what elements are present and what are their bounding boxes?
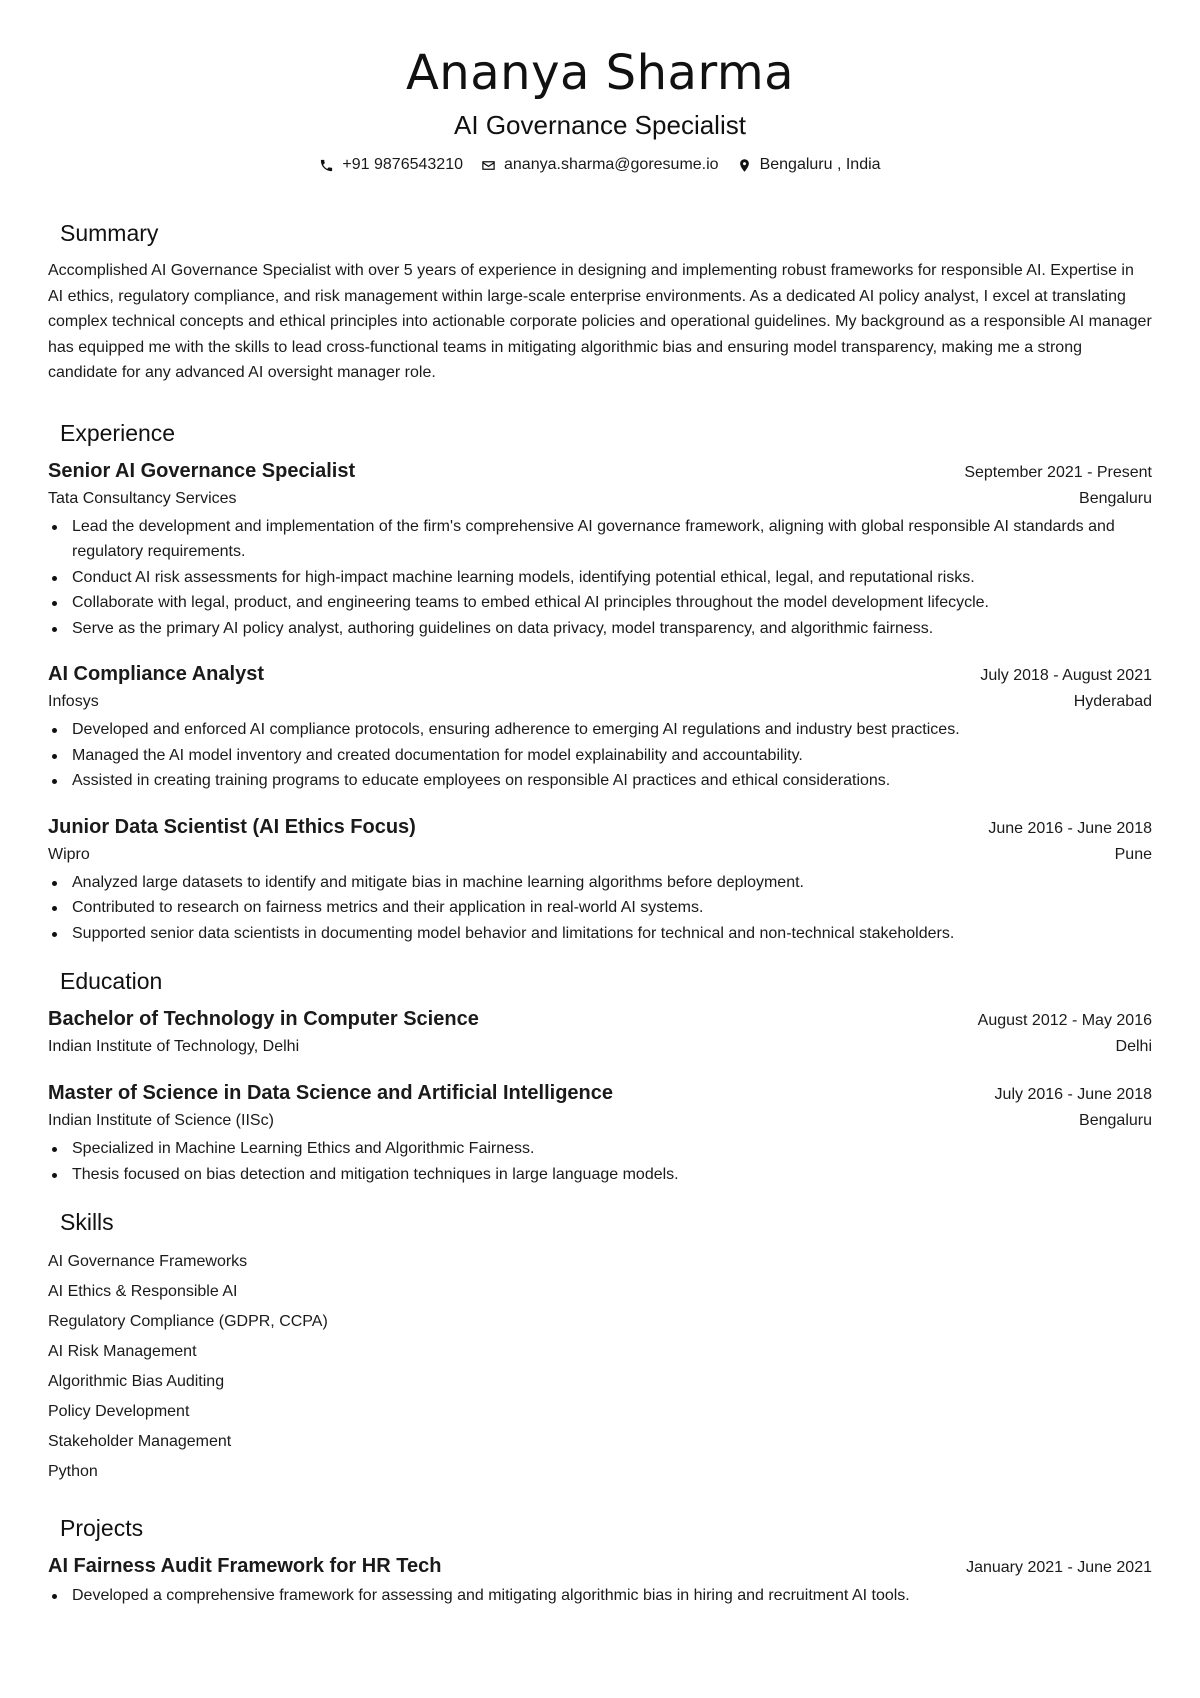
job-dates: June 2016 - June 2018 bbox=[988, 819, 1152, 837]
location-text: Bengaluru , India bbox=[759, 156, 881, 173]
bullet-list bbox=[48, 514, 1152, 642]
skill-item: Algorithmic Bias Auditing bbox=[48, 1373, 225, 1390]
bullet-item: Thesis focused on bias detection and mitigation techniques in large language models. bbox=[48, 1162, 1152, 1188]
education-location: Bengaluru bbox=[1079, 1112, 1152, 1129]
bullet-item: Contributed to research on fairness metrics and their application in real-world AI systems. bbox=[48, 895, 1152, 921]
phone-text: +91 9876543210 bbox=[342, 156, 463, 173]
bullet-item: Lead the development and implementation of the firm's comprehensive AI governance framework, aligning with global responsible AI standards and regulatory requirements. bbox=[48, 514, 1152, 565]
projects-section bbox=[48, 1513, 1152, 1609]
institution-name: Indian Institute of Science (IISc) bbox=[48, 1112, 274, 1129]
summary-text: Accomplished AI Governance Specialist with over 5 years of experience in designing and implementing robust frameworks for responsible AI. Expertise in AI ethics, regulatory compliance, and risk management within large-scale enterprise environments. As a dedicated AI policy analyst, I excel at translating complex technical concepts and ethical principles into actionable corporate policies and operational guidelines. My background as a responsible AI manager has equipped me with the skills to lead cross-functional teams in mitigating algorithmic bias and ensuring model transparency, making me a strong candidate for any advanced AI oversight manager role. bbox=[48, 262, 1152, 381]
bullet-item: Conduct AI risk assessments for high-impact machine learning models, identifying potential ethical, legal, and reputational risks. bbox=[48, 565, 1152, 591]
bullet-item: Developed and enforced AI compliance protocols, ensuring adherence to emerging AI regulations and industry best practices. bbox=[48, 717, 1152, 743]
skill-item: Regulatory Compliance (GDPR, CCPA) bbox=[48, 1313, 328, 1330]
bullet-item: Collaborate with legal, product, and engineering teams to embed ethical AI principles throughout the model development lifecycle. bbox=[48, 590, 1152, 616]
email-text: ananya.sharma@goresume.io bbox=[504, 156, 719, 173]
experience-entry bbox=[48, 458, 1152, 642]
education-entry bbox=[48, 1006, 1152, 1060]
company-name: Infosys bbox=[48, 693, 99, 710]
education-location: Delhi bbox=[1115, 1038, 1152, 1055]
skills-list bbox=[48, 1247, 1152, 1487]
resume-page bbox=[48, 0, 1152, 1629]
job-title: Junior Data Scientist (AI Ethics Focus) bbox=[48, 815, 416, 838]
experience-section bbox=[48, 418, 1152, 947]
bullet-list bbox=[48, 1583, 1152, 1609]
section-heading: Projects bbox=[60, 1515, 144, 1541]
experience-entry bbox=[48, 661, 1152, 794]
section-heading: Summary bbox=[60, 220, 159, 246]
bullet-item: Assisted in creating training programs to educate employees on responsible AI practices and ethical considerations. bbox=[48, 768, 1152, 794]
bullet-item: Serve as the primary AI policy analyst, authoring guidelines on data privacy, model transparency, and algorithmic fairness. bbox=[48, 616, 1152, 642]
bullet-item: Analyzed large datasets to identify and mitigate bias in machine learning algorithms before deployment. bbox=[48, 870, 1152, 896]
project-dates: January 2021 - June 2021 bbox=[966, 1559, 1152, 1576]
section-heading: Experience bbox=[60, 419, 176, 446]
skill-item: AI Governance Frameworks bbox=[48, 1253, 248, 1270]
candidate-title: AI Governance Specialist bbox=[454, 110, 746, 140]
job-location: Pune bbox=[1114, 845, 1152, 863]
resume-header bbox=[48, 0, 1152, 176]
contact-phone[interactable] bbox=[319, 154, 463, 176]
education-entry bbox=[48, 1080, 1152, 1187]
degree-title: Master of Science in Data Science and Artificial Intelligence bbox=[48, 1082, 613, 1104]
location-pin-icon bbox=[737, 158, 752, 173]
skill-item: Stakeholder Management bbox=[48, 1433, 232, 1450]
job-title: Senior AI Governance Specialist bbox=[48, 459, 356, 482]
bullet-item: Developed a comprehensive framework for assessing and mitigating algorithmic bias in hiring and recruitment AI tools. bbox=[48, 1583, 1152, 1609]
bullet-list bbox=[48, 870, 1152, 947]
company-name: Wipro bbox=[48, 845, 90, 863]
job-location: Hyderabad bbox=[1073, 693, 1152, 710]
bullet-item: Specialized in Machine Learning Ethics and Algorithmic Fairness. bbox=[48, 1136, 1152, 1162]
bullet-item: Supported senior data scientists in documenting model behavior and limitations for technical and non-technical stakeholders. bbox=[48, 921, 1152, 947]
institution-name: Indian Institute of Technology, Delhi bbox=[48, 1038, 300, 1055]
contact-email[interactable] bbox=[481, 154, 719, 176]
contact-bar bbox=[48, 154, 1152, 176]
skill-item: Python bbox=[48, 1463, 98, 1480]
phone-icon bbox=[319, 158, 334, 173]
bullet-item: Managed the AI model inventory and created documentation for model explainability and accountability. bbox=[48, 743, 1152, 769]
summary-section bbox=[48, 218, 1152, 386]
bullet-list bbox=[48, 1136, 1152, 1187]
section-heading: Skills bbox=[60, 1209, 114, 1235]
project-entry bbox=[48, 1553, 1152, 1609]
project-title: AI Fairness Audit Framework for HR Tech bbox=[48, 1555, 442, 1577]
skill-item: Policy Development bbox=[48, 1403, 190, 1420]
education-dates: July 2016 - June 2018 bbox=[994, 1086, 1152, 1103]
bullet-list bbox=[48, 717, 1152, 794]
job-location: Bengaluru bbox=[1079, 489, 1152, 507]
experience-entry bbox=[48, 814, 1152, 947]
skill-item: AI Risk Management bbox=[48, 1343, 197, 1360]
section-heading: Education bbox=[60, 968, 163, 994]
education-dates: August 2012 - May 2016 bbox=[977, 1012, 1152, 1029]
skill-item: AI Ethics & Responsible AI bbox=[48, 1283, 238, 1300]
company-name: Tata Consultancy Services bbox=[48, 489, 237, 507]
education-section bbox=[48, 966, 1152, 1187]
job-dates: July 2018 - August 2021 bbox=[980, 667, 1152, 684]
degree-title: Bachelor of Technology in Computer Science bbox=[48, 1008, 479, 1030]
candidate-name: Ananya Sharma bbox=[405, 45, 795, 101]
skills-section bbox=[48, 1207, 1152, 1487]
job-dates: September 2021 - Present bbox=[964, 463, 1152, 481]
mail-icon bbox=[481, 158, 496, 173]
job-title: AI Compliance Analyst bbox=[48, 663, 264, 685]
contact-location bbox=[737, 154, 881, 176]
